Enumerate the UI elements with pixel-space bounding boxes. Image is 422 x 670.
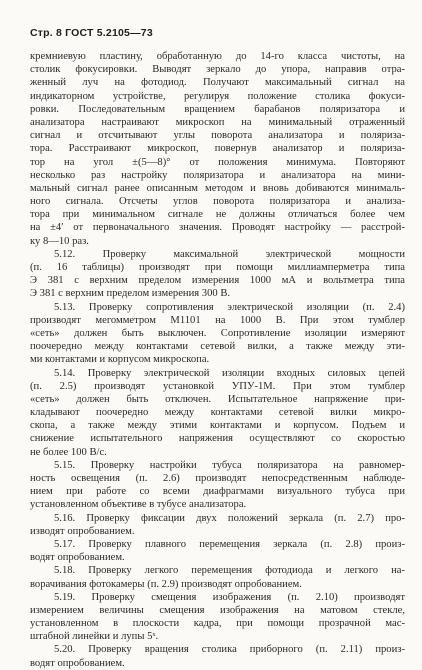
body-text	[30, 50, 405, 670]
text-line: кладывают поочередно между контактами сетевой вилки микро-	[30, 407, 405, 419]
text-line: штабной линейки и лупы 5ˣ.	[30, 631, 159, 643]
text-line: скопа, а также между этими контактами и корпусом. Подъем и	[30, 420, 405, 432]
text-line: поочередно между контактами сетевой вилки, а также между эти-	[30, 341, 405, 353]
text-line: (п. 2.5) производят установкой УПУ-1М. При этом тумблер	[30, 380, 405, 392]
text-line: производят мегомметром М1101 на 1000 В. При этом тумблер	[30, 314, 405, 326]
text-line: 5.14. Проверку электрической изоляции входных силовых цепей	[54, 367, 405, 379]
text-line: мальный сигнал ранее описанным методом и вновь добиваются минималь-	[30, 182, 405, 194]
text-line: столик фокусировки. Выводят зеркало до упора, направив отра-	[30, 64, 405, 76]
text-line: ми контактами и корпусом микроскопа.	[30, 354, 210, 366]
text-line: «сеть» должен быть выключен. Сопротивление изоляции измеряют	[30, 327, 405, 339]
text-line: не более 100 В/с.	[30, 446, 107, 458]
text-line: несколько раз настройку поляризатора и анализатора на мини-	[30, 169, 405, 181]
text-line: ровки. Последовательным вращением барабанов поляризатора и	[30, 103, 405, 115]
text-line: измерением величины смещения изображения на матовом стекле,	[30, 604, 405, 616]
text-line: женный луч на фотодиод. Получают максимальный сигнал на	[30, 77, 405, 89]
text-line: 5.13. Проверку сопротивления электрической изоляции (п. 2.4)	[54, 301, 405, 313]
text-line: 5.19. Проверку смещения изображения (п. 2.10) производят	[54, 591, 405, 603]
text-line: 5.12. Проверку максимальной электрической мощности	[54, 248, 405, 260]
text-line: 5.17. Проверку плавного перемещения зеркала (п. 2.8) произ-	[54, 538, 405, 550]
text-line: сигнал и отсчитывают углы поворота анализатора и поляриза-	[30, 130, 405, 142]
text-line: водят опробованием.	[30, 657, 125, 669]
text-line: 5.18. Проверку легкого перемещения фотодиода и легкого на-	[54, 565, 405, 577]
text-line: снижение испытательного напряжения осуществляют со скоростью	[30, 433, 405, 445]
text-line: тора. Расстраивают микроскоп, повернув анализатор и поляриза-	[30, 143, 405, 155]
text-line: ку 8—10 раз.	[30, 235, 89, 247]
text-line: ность освещения (п. 2.6) производят непосредственным наблюде-	[30, 473, 405, 484]
text-line: «сеть» должен быть отключен. Испытательное напряжение при-	[30, 393, 405, 405]
text-line: ворачивания фотокамеры (п. 2.9) производят опробованием.	[30, 578, 302, 590]
text-line: 5.16. Проверку фиксации двух положений зеркала (п. 2.7) про-	[54, 512, 405, 524]
text-line: (п. 16 таблицы) производят при помощи миллиамперметра типа	[30, 262, 405, 273]
text-line: установленном объективе в тубусе анализатора.	[30, 499, 247, 511]
text-line: индикаторном устройстве, регулируя положение столика фокуси-	[30, 90, 405, 102]
text-line: ного сигнала. Отсчеты углов поворота поляризатора и анализа-	[30, 196, 405, 208]
text-line: кремниевую пластину, обработанную до 14-го класса чистоты, на	[30, 51, 405, 62]
text-line: анализатора настраивают микроскоп на минимальный отраженный	[30, 116, 405, 128]
page-header: Стр. 8 ГОСТ 5.2105—73	[30, 27, 153, 39]
text-line: тор на угол ±(5—8)° от положения минимума. Повторяют	[30, 156, 405, 168]
text-line: нием при работе со всеми диафрагмами визуального тубуса при	[30, 486, 405, 498]
text-line: изводят опробованием.	[30, 525, 135, 537]
text-line: 5.20. Проверку вращения столика приборного (п. 2.11) произ-	[54, 644, 405, 656]
text-line: водят опробованием.	[30, 552, 125, 564]
text-line: на ±4′ от первоначального значения. Проводят настройку — расстрой-	[30, 222, 405, 234]
text-line: Э 381 с верхним пределом измерения 300 В.	[30, 288, 231, 300]
text-line: Э 381 с верхним пределом измерения 1000 мА и вольтметра типа	[30, 275, 405, 287]
text-line: 5.15. Проверку настройки тубуса поляризатора на равномер-	[54, 459, 405, 471]
text-line: установленном в плоскости кадра, при помощи прозрачной мас-	[30, 618, 405, 630]
text-line: тора при минимальном сигнале не должны отличаться более чем	[30, 209, 405, 221]
